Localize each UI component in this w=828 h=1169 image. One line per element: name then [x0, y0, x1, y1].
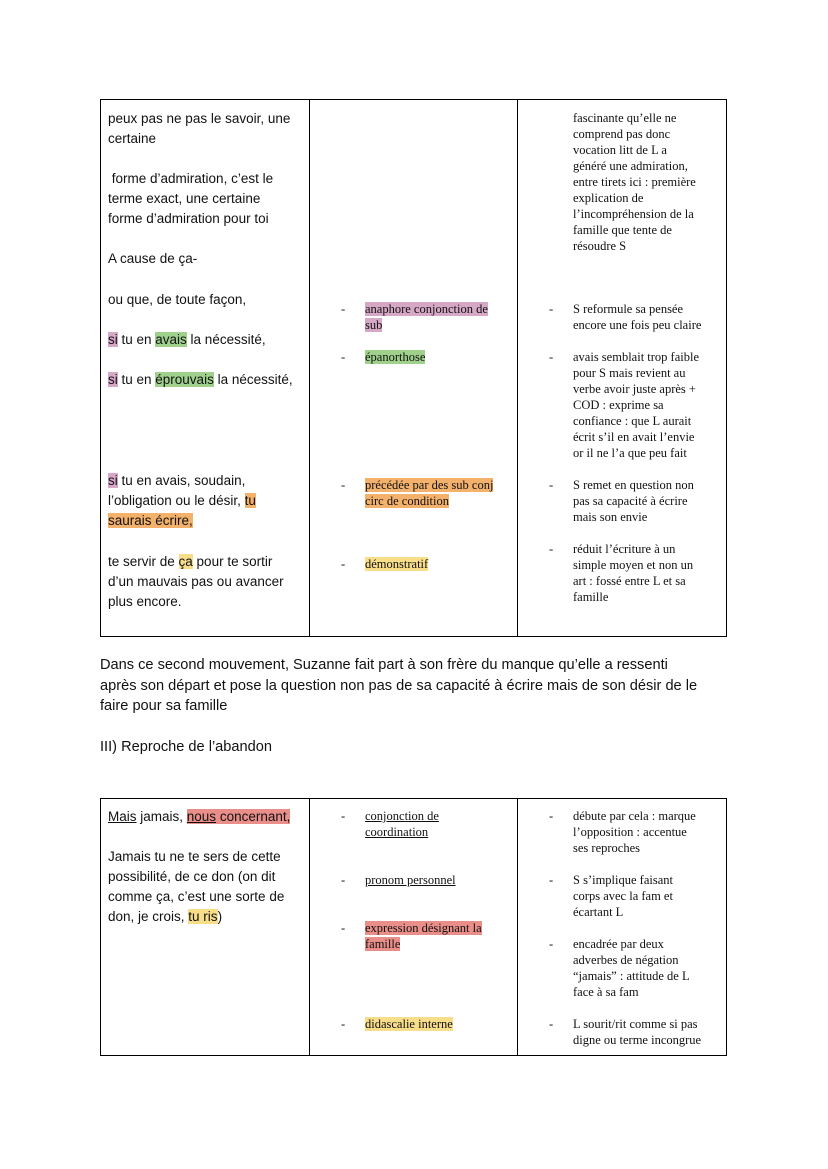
quote-line: possibilité, de ce don (on dit: [108, 869, 276, 884]
quote-line: si tu en avais la nécessité,: [108, 332, 266, 347]
highlight-main-clause: tu: [244, 493, 256, 508]
quote-line: A cause de ça-: [108, 251, 198, 266]
highlight-anaphora: si: [108, 332, 118, 347]
quote-line: comme ça, c’est une sorte de: [108, 889, 285, 904]
list-bullet: -: [341, 350, 346, 364]
highlight-anaphora: si: [108, 473, 118, 488]
quote-line: forme d’admiration pour toi: [108, 211, 269, 226]
column-divider: [517, 799, 518, 1055]
figure-item: épanorthose: [365, 350, 426, 364]
quote-line: certaine: [108, 131, 157, 146]
list-bullet: -: [341, 478, 346, 492]
figure-item: démonstratif: [365, 557, 429, 571]
summary-paragraph: [100, 655, 740, 717]
interpretation-item: S reformule sa pensée encore une fois peu claire: [573, 302, 702, 332]
list-bullet: -: [341, 557, 346, 571]
quote-line: Mais jamais, nous concernant,: [108, 809, 291, 824]
highlight-anaphora: si: [108, 372, 118, 387]
interpretation-item: S remet en question non pas sa capacité à écrire mais son envie: [573, 478, 694, 524]
list-bullet: -: [341, 1017, 346, 1031]
highlight-main-clause: saurais écrire,: [108, 513, 193, 528]
interpretation-item: avais semblait trop faible pour S mais revient au verbe avoir juste après + COD : exprime sa confiance : que L aurait écrit s’il en avait l’envie or il ne l’a que peu fait: [573, 350, 700, 460]
quote-line: si tu en avais, soudain,: [108, 473, 246, 488]
quote-line: si tu en éprouvais la nécessité,: [108, 372, 293, 387]
analysis-table-1: [100, 99, 727, 637]
list-bullet: -: [549, 302, 554, 316]
list-bullet: -: [341, 302, 346, 316]
quote-line: ou que, de toute façon,: [108, 292, 247, 307]
list-bullet: -: [341, 873, 346, 887]
column-divider: [309, 799, 310, 1055]
interpretation-item: S s’implique faisant corps avec la fam et écartant L: [573, 873, 673, 919]
figure-item: précédée par des sub conj circ de condition: [365, 478, 494, 508]
paragraph-line: Dans ce second mouvement, Suzanne fait part à son frère du manque qu’elle a ressenti: [100, 657, 668, 673]
highlight-family-expression: nous concernant,: [186, 809, 291, 824]
quote-line: l’obligation ou le désir, tu: [108, 493, 256, 508]
interpretation-item: fascinante qu’elle ne comprend pas donc vocation litt de L a généré une admiration, entre tirets ici : première explication de l’incompréhension de la famille que tente de résoudre S: [573, 111, 696, 253]
column-divider: [309, 100, 310, 636]
figure-item: anaphore conjonction de sub: [365, 302, 488, 332]
list-bullet: -: [549, 350, 554, 364]
interpretation-item: encadrée par deux adverbes de négation “jamais” : attitude de L face à sa fam: [573, 937, 690, 999]
figure-item: expression désignant la famille: [365, 921, 482, 951]
quote-line: Jamais tu ne te sers de cette: [108, 849, 281, 864]
highlight-demonstrative: ça: [178, 554, 193, 569]
paragraph-line: après son départ et pose la question non pas de sa capacité à écrire mais de son désir de le: [100, 677, 698, 694]
list-bullet: -: [549, 1017, 554, 1031]
column-divider: [517, 100, 518, 636]
quote-line: d’un mauvais pas ou avancer: [108, 574, 284, 589]
interpretation-item: L sourit/rit comme si pas digne ou terme incongrue: [573, 1017, 702, 1047]
list-bullet: -: [341, 921, 346, 935]
list-bullet: -: [549, 937, 554, 951]
paragraph-line: faire pour sa famille: [100, 698, 228, 714]
quote-line: [108, 511, 308, 531]
quote-line: plus encore.: [108, 594, 182, 609]
interpretation-item: réduit l’écriture à un simple moyen et non un art : fossé entre L et sa famille: [573, 542, 694, 604]
figure-item: pronom personnel: [365, 873, 456, 887]
list-bullet: -: [549, 542, 554, 556]
list-bullet: -: [341, 809, 346, 823]
highlight-epanorthosis: avais: [155, 332, 187, 347]
quote-line: forme d’admiration, c’est le: [111, 171, 274, 186]
list-bullet: -: [549, 873, 554, 887]
quote-line: peux pas ne pas le savoir, une: [108, 111, 291, 126]
figure-item: didascalie interne: [365, 1017, 453, 1031]
highlight-stage-direction: tu ris: [188, 909, 218, 924]
quote-line: te servir de ça pour te sortir: [108, 554, 273, 569]
section-heading: III) Reproche de l’abandon: [100, 739, 272, 755]
figure-item: conjonction de coordination: [365, 809, 439, 839]
list-bullet: -: [549, 478, 554, 492]
quote-line: terme exact, une certaine: [108, 191, 261, 206]
underlined-conjunction: Mais: [108, 809, 137, 824]
highlight-epanorthosis: éprouvais: [155, 372, 214, 387]
list-bullet: -: [549, 809, 554, 823]
quote-line: don, je crois, tu ris): [108, 909, 223, 924]
interpretation-item: débute par cela : marque l’opposition : accentue ses reproches: [573, 809, 696, 855]
analysis-table-2: [100, 798, 727, 1056]
